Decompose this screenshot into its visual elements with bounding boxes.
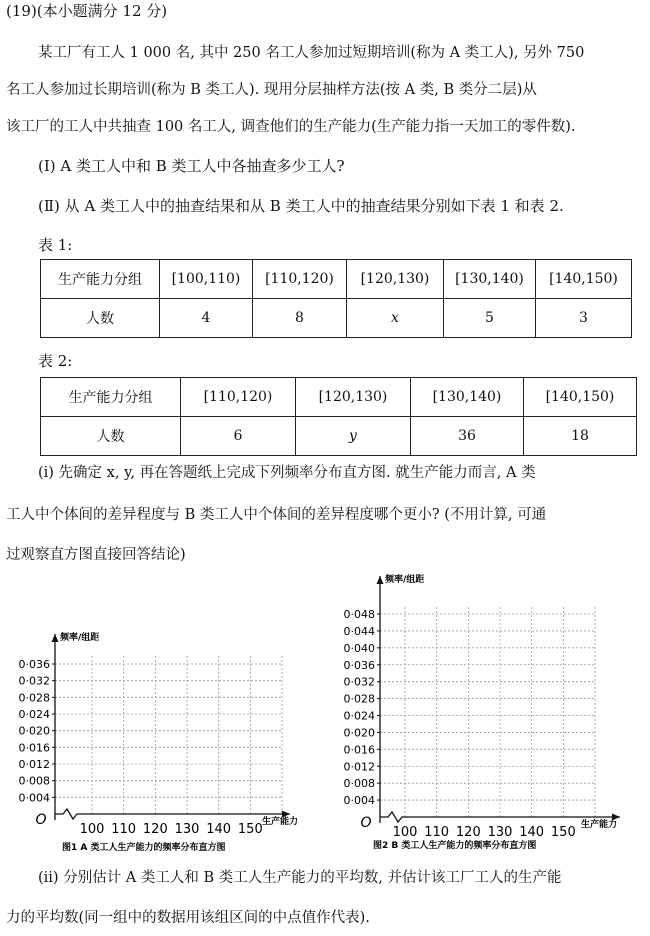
intro-line-2: 名工人参加过长期培训(称为 B 类工人). 现用分层抽样方法(按 A 类, B 类分二层)从: [6, 82, 537, 98]
table-2: [40, 377, 637, 456]
y-tick-label: 0·028: [18, 691, 50, 705]
intro-line-1: 某工厂有工人 1 000 名, 其中 250 名工人参加过短期培训(称为 A 类工人), 另外 750: [38, 45, 585, 61]
y-tick-label: 0·048: [343, 608, 375, 621]
x-tick-label: 130: [174, 822, 200, 837]
table1-group-cell: [130,140): [444, 260, 536, 299]
x-tick-label: 110: [424, 825, 450, 840]
y-tick-label: 0·044: [343, 624, 375, 638]
x-axis: [55, 809, 290, 819]
x-tick-label: 140: [206, 822, 232, 837]
table2-group-cell: [130,140): [411, 378, 524, 417]
chart-caption: 图2 B 类工人生产能力的频率分布直方图: [373, 841, 537, 851]
chart-caption: 图1 A 类工人生产能力的频率分布直方图: [62, 843, 226, 853]
x-tick-label: 150: [237, 822, 263, 837]
y-axis-arrow: [52, 634, 59, 642]
x-axis-label: 生产能力: [581, 820, 618, 830]
table1-count-cell: 5: [444, 299, 536, 338]
table2-count-row: [41, 417, 637, 456]
y-tick-label: 0·016: [343, 743, 375, 757]
x-tick-label: 140: [519, 825, 545, 840]
y-axis-label: 频率/组距: [60, 633, 100, 643]
table1-unknown-x: x: [391, 310, 399, 326]
y-tick-label: 0·036: [343, 658, 375, 672]
y-tick-label: 0·040: [343, 641, 375, 655]
table2-unknown-y: y: [349, 428, 357, 444]
y-tick-label: 0·020: [18, 724, 50, 738]
table1-header-row: [41, 260, 632, 299]
histogram-b: [325, 572, 650, 858]
table1-count-row: [41, 299, 632, 338]
table2-group-cell: [120,130): [296, 378, 411, 417]
x-tick-label: 110: [111, 822, 137, 837]
question-ii-line-2: 力的平均数(同一组中的数据用该组区间的中点值作代表).: [6, 910, 370, 926]
y-tick-label: 0·032: [18, 674, 50, 688]
question-2: (Ⅱ) 从 A 类工人中的抽查结果和从 B 类工人中的抽查结果分别如下表 1 和表 2.: [38, 197, 564, 215]
origin-label: O: [360, 815, 372, 831]
question-i-line-2: 工人中个体间的差异程度与 B 类工人中个体间的差异程度哪个更小? (不用计算, 可通: [6, 507, 547, 523]
table1-count-cell: 4: [160, 299, 253, 338]
question-i-line-3: 过观察直方图直接回答结论): [6, 547, 186, 563]
x-axis-label: 生产能力: [262, 817, 299, 827]
table1-group-cell: [140,150): [536, 260, 632, 299]
y-tick-label: 0·024: [343, 709, 375, 723]
origin-label: O: [35, 812, 47, 828]
histogram-a: [0, 628, 325, 858]
x-tick-label: 120: [142, 822, 168, 837]
intro-line-3: 该工厂的工人中共抽查 100 名工人, 调查他们的生产能力(生产能力指一天加工的零件数).: [6, 119, 576, 135]
table1-row-label: 人数: [41, 299, 160, 338]
y-tick-label: 0·004: [343, 794, 375, 808]
table1-count-cell: 3: [536, 299, 632, 338]
table1-group-cell: [120,130): [347, 260, 444, 299]
x-tick-label: 150: [550, 825, 576, 840]
table2-header-row: [41, 378, 637, 417]
table1-count-cell: [347, 299, 444, 338]
table2-header-cell: 生产能力分组: [41, 378, 181, 417]
table2-label: 表 2:: [38, 352, 73, 370]
y-tick-label: 0·020: [343, 726, 375, 740]
x-tick-label: 100: [79, 822, 105, 837]
question-i-line-1: (i) 先确定 x, y, 再在答题纸上完成下列频率分布直方图. 就生产能力而言, A 类: [38, 465, 536, 481]
y-tick-label: 0·028: [343, 692, 375, 706]
table1-label: 表 1:: [38, 236, 73, 254]
y-tick-label: 0·016: [18, 741, 50, 755]
problem-header: (19)(本小题满分 12 分): [6, 2, 168, 20]
question-1: (Ⅰ) A 类工人中和 B 类工人中各抽查多少工人?: [38, 157, 345, 175]
x-tick-label: 100: [392, 825, 418, 840]
y-tick-label: 0·036: [18, 658, 50, 671]
question-ii-line-1: (ii) 分别估计 A 类工人和 B 类工人生产能力的平均数, 并估计该工厂工人的生产能: [38, 870, 562, 886]
table2-group-cell: [110,120): [181, 378, 296, 417]
y-tick-label: 0·008: [343, 777, 375, 791]
x-tick-label: 130: [487, 825, 513, 840]
y-tick-label: 0·012: [18, 758, 50, 771]
table2-count-cell: 6: [181, 417, 296, 456]
y-tick-label: 0·004: [18, 791, 50, 805]
table1-group-cell: [110,120): [253, 260, 347, 299]
table2-count-cell: 36: [411, 417, 524, 456]
table2-count-cell: [296, 417, 411, 456]
table2-group-cell: [140,150): [524, 378, 637, 417]
table2-count-cell: 18: [524, 417, 637, 456]
y-tick-label: 0·008: [18, 774, 50, 788]
table-1: [40, 259, 632, 338]
x-tick-label: 120: [455, 825, 481, 840]
y-tick-label: 0·012: [343, 760, 375, 774]
table1-count-cell: 8: [253, 299, 347, 338]
y-tick-label: 0·032: [343, 675, 375, 689]
y-axis-label: 频率/组距: [385, 575, 425, 585]
table2-row-label: 人数: [41, 417, 181, 456]
table1-group-cell: [100,110): [160, 260, 253, 299]
table1-header-cell: 生产能力分组: [41, 260, 160, 299]
y-axis-arrow: [377, 576, 384, 584]
y-tick-label: 0·024: [18, 708, 50, 721]
